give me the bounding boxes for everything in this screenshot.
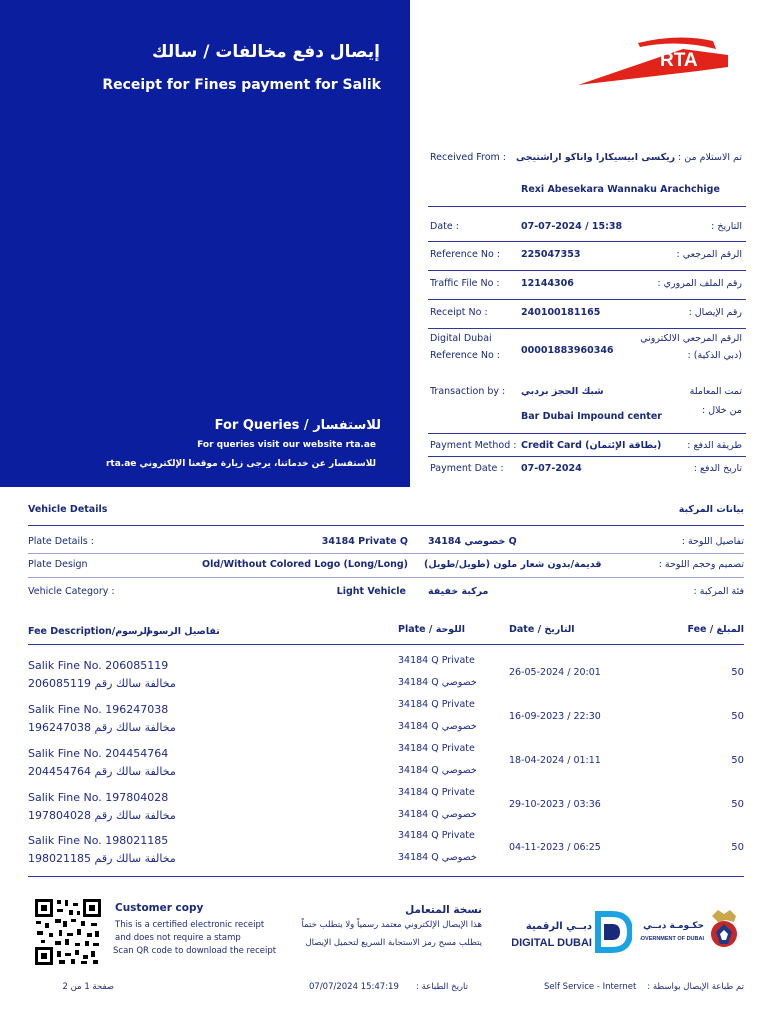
fee-plate-ar: 34184 Q خصوصي [398, 721, 477, 732]
fee-description-ar: مخالفة سالك رقم 206085119 [28, 677, 176, 690]
receipt-no-value: 240100181165 [521, 307, 601, 318]
col-plate: Plate / اللوحة [398, 624, 465, 635]
fee-description: Salik Fine No. 198021185 [28, 834, 169, 847]
vehicle-details-title-ar: بيانات المركبة [678, 504, 744, 515]
customer-copy-title: Customer copy [115, 902, 204, 914]
certified-line-1: This is a certified electronic receipt [115, 920, 265, 930]
queries-line-en: For queries visit our website rta.ae [197, 440, 376, 450]
divider [428, 241, 746, 242]
fee-date: 29-10-2023 / 03:36 [509, 799, 601, 810]
qr-code[interactable] [33, 897, 103, 967]
divider [28, 577, 744, 578]
fee-plate: 34184 Q Private [398, 830, 475, 841]
fee-amount: 50 [731, 667, 744, 678]
vehicle-category-label: Vehicle Category : [28, 586, 115, 597]
fee-date: 04-11-2023 / 06:25 [509, 842, 601, 853]
fee-description: Salik Fine No. 197804028 [28, 791, 169, 804]
transaction-value-en: Bar Dubai Impound center [521, 411, 662, 422]
government-dubai-ar: حكـومـة دبــي [643, 921, 704, 931]
printed-via-label-ar: تم طباعة الإيصال بواسطة : [647, 982, 744, 992]
fee-description-ar: مخالفة سالك رقم 196247038 [28, 721, 176, 734]
certified-line-ar-2: يتطلب مسح رمز الاستجابة السريع لتحميل الإيصال [305, 938, 482, 948]
divider [28, 876, 744, 877]
fee-date: 26-05-2024 / 20:01 [509, 667, 601, 678]
print-date-label-ar: تاريخ الطباعة : [416, 982, 468, 992]
divider [428, 270, 746, 271]
table-row [28, 743, 744, 787]
col-fee-description-ar: تفاصيل الرسوم [146, 626, 220, 637]
plate-design-value-ar: قديمة/بدون شعار ملون (طويل/طويل) [424, 559, 602, 570]
divider [428, 433, 746, 434]
receipt-no-label-ar: رقم الإيصال : [688, 307, 742, 318]
dd-ref-label-ar-1: الرقم المرجعي الالكتروني [640, 333, 742, 344]
divider [28, 525, 744, 526]
fee-plate: 34184 Q Private [398, 787, 475, 798]
received-from-label-ar: تم الاستلام من : [678, 152, 742, 163]
fee-date: 16-09-2023 / 22:30 [509, 711, 601, 722]
fee-description: Salik Fine No. 196247038 [28, 703, 169, 716]
traffic-file-label-ar: رقم الملف المروري : [657, 278, 742, 289]
col-fee-description: Fee Description/الرسوم [28, 626, 151, 637]
fee-plate: 34184 Q Private [398, 655, 475, 666]
fee-description-ar: مخالفة سالك رقم 198021185 [28, 852, 176, 865]
fee-description: Salik Fine No. 206085119 [28, 659, 169, 672]
receipt-title: Receipt for Fines payment for Salik [102, 77, 381, 93]
divider [428, 299, 746, 300]
vehicle-details-title: Vehicle Details [28, 504, 108, 515]
divider [428, 206, 746, 207]
traffic-file-label: Traffic File No : [430, 278, 500, 289]
fee-amount: 50 [731, 755, 744, 766]
plate-details-value: 34184 Private Q [321, 536, 408, 547]
date-value: 07-07-2024 / 15:38 [521, 221, 623, 232]
dd-ref-label-2: Reference No : [430, 350, 500, 361]
digital-dubai-ref-row [428, 333, 746, 373]
fee-plate: 34184 Q Private [398, 699, 475, 710]
payment-date-label: Payment Date : [430, 463, 504, 474]
transaction-label: Transaction by : [430, 386, 506, 397]
dd-ref-value: 00001883960346 [521, 345, 614, 356]
date-label: Date : [430, 221, 459, 232]
traffic-file-value: 12144306 [521, 278, 574, 289]
payment-date-value: 07-07-2024 [521, 463, 582, 474]
rta-logo-text: RTA [660, 50, 698, 71]
divider [428, 456, 746, 457]
table-row [28, 699, 744, 743]
fee-amount: 50 [731, 842, 744, 853]
fee-amount: 50 [731, 799, 744, 810]
reference-label: Reference No : [430, 249, 500, 260]
payment-method-value: Credit Card (بطاقة الإئتمان) [521, 440, 662, 451]
received-from-name-ar: ريكسى ابيسيكارا واناكو اراشتيجى [516, 152, 676, 163]
dd-ref-label-1: Digital Dubai [430, 333, 492, 344]
transaction-label-ar-2: من خلال : [701, 405, 742, 416]
receipt-title-ar: إيصال دفع مخالفات / سالك [151, 42, 380, 62]
receipt-no-label: Receipt No : [430, 307, 488, 318]
plate-design-label: Plate Design [28, 559, 88, 570]
fee-plate-ar: 34184 Q خصوصي [398, 852, 477, 863]
plate-design-label-ar: تصميم وحجم اللوحة : [658, 559, 744, 570]
queries-title: For Queries / للاستفسار [214, 418, 381, 433]
vehicle-category-value: Light Vehicle [336, 586, 406, 597]
government-dubai-en: GOVERNMENT OF DUBAI [640, 936, 704, 942]
fee-description-ar: مخالفة سالك رقم 204454764 [28, 765, 176, 778]
col-fee: Fee / المبلغ [687, 624, 744, 635]
header-panel [0, 0, 410, 487]
plate-design-value: Old/Without Colored Logo (Long/Long) [202, 559, 408, 570]
fee-plate-ar: 34184 Q خصوصي [398, 677, 477, 688]
certified-line-2: and does not require a stamp [115, 933, 241, 943]
customer-copy-title-ar: نسخة المتعامل [405, 904, 482, 916]
divider [428, 328, 746, 329]
certified-line-ar-1: هذا الإيصال الإلكتروني معتمد رسمياً ولا يتطلب ختماً [301, 920, 482, 930]
dd-ref-label-ar-2: (دبي الذكية) : [687, 350, 742, 361]
received-from-name-en: Rexi Abesekara Wannaku Arachchige [521, 184, 720, 195]
payment-date-label-ar: تاريخ الدفع : [693, 463, 742, 474]
fee-date: 18-04-2024 / 01:11 [509, 755, 601, 766]
table-row [28, 787, 744, 831]
divider [28, 553, 744, 554]
plate-details-label: Plate Details : [28, 536, 94, 547]
transaction-value-ar: شبك الحجز بردبي [521, 386, 604, 397]
rta-logo [578, 33, 728, 89]
reference-label-ar: الرقم المرجعي : [676, 249, 742, 260]
fee-amount: 50 [731, 711, 744, 722]
payment-method-label: Payment Method : [430, 440, 517, 451]
col-date: Date / التاريخ [509, 624, 575, 635]
plate-details-value-ar: Q خصوصي 34184 [428, 536, 517, 547]
print-date-value: 07/07/2024 15:47:19 [309, 982, 399, 992]
fee-plate-ar: 34184 Q خصوصي [398, 765, 477, 776]
printed-via-value: Self Service - Internet [544, 982, 637, 992]
queries-line-ar: للاستفسار عن خدماتنا، يرجى زيارة موقعنا الإلكتروني rta.ae [105, 459, 376, 469]
received-from-label: Received From : [430, 152, 506, 163]
payment-method-label-ar: طريقة الدفع : [687, 440, 742, 451]
scan-qr-text: Scan QR code to download the receipt [113, 946, 277, 956]
plate-details-label-ar: تفاصيل اللوحة : [681, 536, 744, 547]
divider [28, 644, 744, 645]
reference-value: 225047353 [521, 249, 581, 260]
digital-dubai-en: DIGITAL DUBAI [512, 937, 592, 949]
government-of-dubai-logo [640, 908, 746, 954]
date-label-ar: التاريخ : [711, 221, 742, 232]
transaction-label-ar-1: تمت المعاملة [689, 386, 742, 397]
fee-description: Salik Fine No. 204454764 [28, 747, 169, 760]
transaction-row [428, 386, 746, 426]
digital-dubai-logo [512, 910, 632, 954]
fee-description-ar: مخالفة سالك رقم 197804028 [28, 809, 176, 822]
table-row [28, 655, 744, 699]
vehicle-category-label-ar: فئة المركبة : [693, 586, 744, 597]
page-number: صفحة 1 من 2 [62, 982, 114, 992]
table-row [28, 830, 744, 874]
vehicle-category-value-ar: مركبة خفيفة [428, 586, 489, 597]
digital-dubai-ar: دبــي الرقمية [525, 921, 592, 932]
fee-plate: 34184 Q Private [398, 743, 475, 754]
fee-plate-ar: 34184 Q خصوصي [398, 809, 477, 820]
